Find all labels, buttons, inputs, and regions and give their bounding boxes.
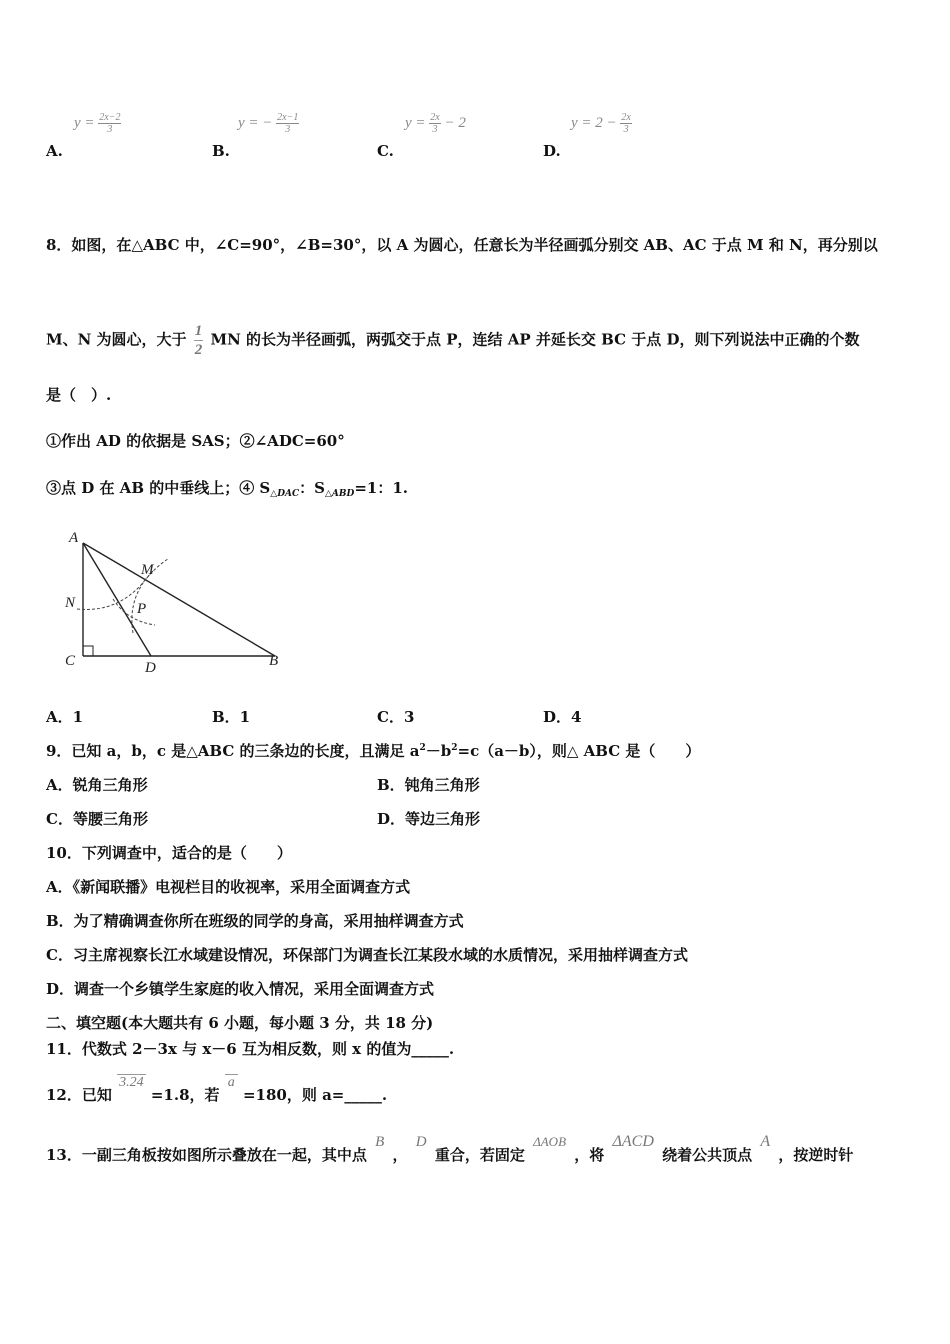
q8-stem-line1: 8．如图，在△ABC 中，∠C=90°，∠B=30°，以 A 为圆心，任意长为半径画弧分别交 AB、AC 于点 M 和 N，再分别以 xyxy=(46,236,878,254)
q8-fraction-half: $\frac{1}{2}$ xyxy=(194,323,203,358)
right-angle-mark xyxy=(83,646,93,656)
q8-triangle-figure xyxy=(55,525,295,680)
q10-stem: 10．下列调查中，适合的是（ ） xyxy=(46,844,292,862)
q8-option-c: C．3 xyxy=(377,708,415,726)
q8-statement-3-4: ③点 D 在 AB 的中垂线上；④ $S_{\triangle DAC}$：$S_{\triangle ABD}=1$：1. xyxy=(46,479,408,499)
q7-option-a-label: A. xyxy=(46,142,63,160)
q7-formula-b: y = − $\frac{2x-1}{3}$ xyxy=(238,112,299,135)
section-fill-in-heading: 二、填空题(本大题共有 6 小题，每小题 3 分，共 18 分) xyxy=(46,1014,434,1032)
q10-option-d: D．调查一个乡镇学生家庭的收入情况，采用全面调查方式 xyxy=(46,980,435,998)
label-p: P xyxy=(137,601,147,617)
q8-option-a: A．1 xyxy=(46,708,84,726)
q13-stem: 13．一副三角板按如图所示叠放在一起，其中点 B ， D 重合，若固定 ΔAOB ，将 ΔACD 绕着公共顶点 A ，按逆时针 xyxy=(46,1133,854,1164)
label-a: A xyxy=(69,530,79,546)
q11-stem: 11．代数式 2－3x 与 x－6 互为相反数，则 x 的值为_____. xyxy=(46,1040,455,1058)
label-d: D xyxy=(145,660,156,676)
q7-option-c-label: C. xyxy=(377,142,394,160)
q12-stem: 12．已知 3.24 =1.8，若 a =180，则 a=_____. xyxy=(46,1075,388,1104)
q12-sqrt-a: a xyxy=(225,1074,238,1090)
q7-formula-a: y = $\frac{2x-2}{3}$ xyxy=(74,112,121,135)
q9-stem: 9．已知 a，b，c 是△ABC 的三条边的长度，且满足 $a^2-b^2=c(a-b)$，则△ ABC 是（ ） xyxy=(46,742,701,760)
q8-option-d: D．4 xyxy=(543,708,582,726)
q9-option-a: A．锐角三角形 xyxy=(46,776,148,794)
q8-option-b: B．1 xyxy=(212,708,251,726)
q9-option-b: B．钝角三角形 xyxy=(377,776,480,794)
line-ad xyxy=(83,543,151,656)
label-n: N xyxy=(65,595,76,611)
label-b: B xyxy=(269,653,279,669)
q9-option-c: C．等腰三角形 xyxy=(46,810,148,828)
q8-statement-1-2: ①作出 AD 的依据是 SAS；②∠ADC=60° xyxy=(46,432,345,450)
q10-option-a: A．《新闻联播》电视栏目的收视率，采用全面调查方式 xyxy=(46,878,411,896)
q12-sqrt-324: 3.24 xyxy=(119,1075,144,1090)
q8-stem-line3: 是（ ）. xyxy=(46,386,112,404)
side-ab xyxy=(83,543,275,656)
q7-option-d-label: D. xyxy=(543,142,561,160)
q10-option-b: B．为了精确调查你所在班级的同学的身高，采用抽样调查方式 xyxy=(46,912,464,930)
q7-formula-d: y = 2 − $\frac{2x}{3}$ xyxy=(571,112,631,135)
q9-option-d: D．等边三角形 xyxy=(377,810,481,828)
label-m: M xyxy=(141,562,154,578)
q7-formula-c: y = $\frac{2x}{3}$ − 2 xyxy=(405,112,466,135)
q10-option-c: C．习主席视察长江水域建设情况，环保部门为调查长江某段水域的水质情况，采用抽样调查方式 xyxy=(46,946,688,964)
q7-option-b-label: B. xyxy=(212,142,230,160)
label-c: C xyxy=(65,653,76,669)
q8-stem-line2: M、N 为圆心，大于 $\frac{1}{2}$ MN 的长为半径画弧，两弧交于点 P，连结 AP 并延长交 BC 于点 D，则下列说法中正确的个数 xyxy=(46,323,860,358)
